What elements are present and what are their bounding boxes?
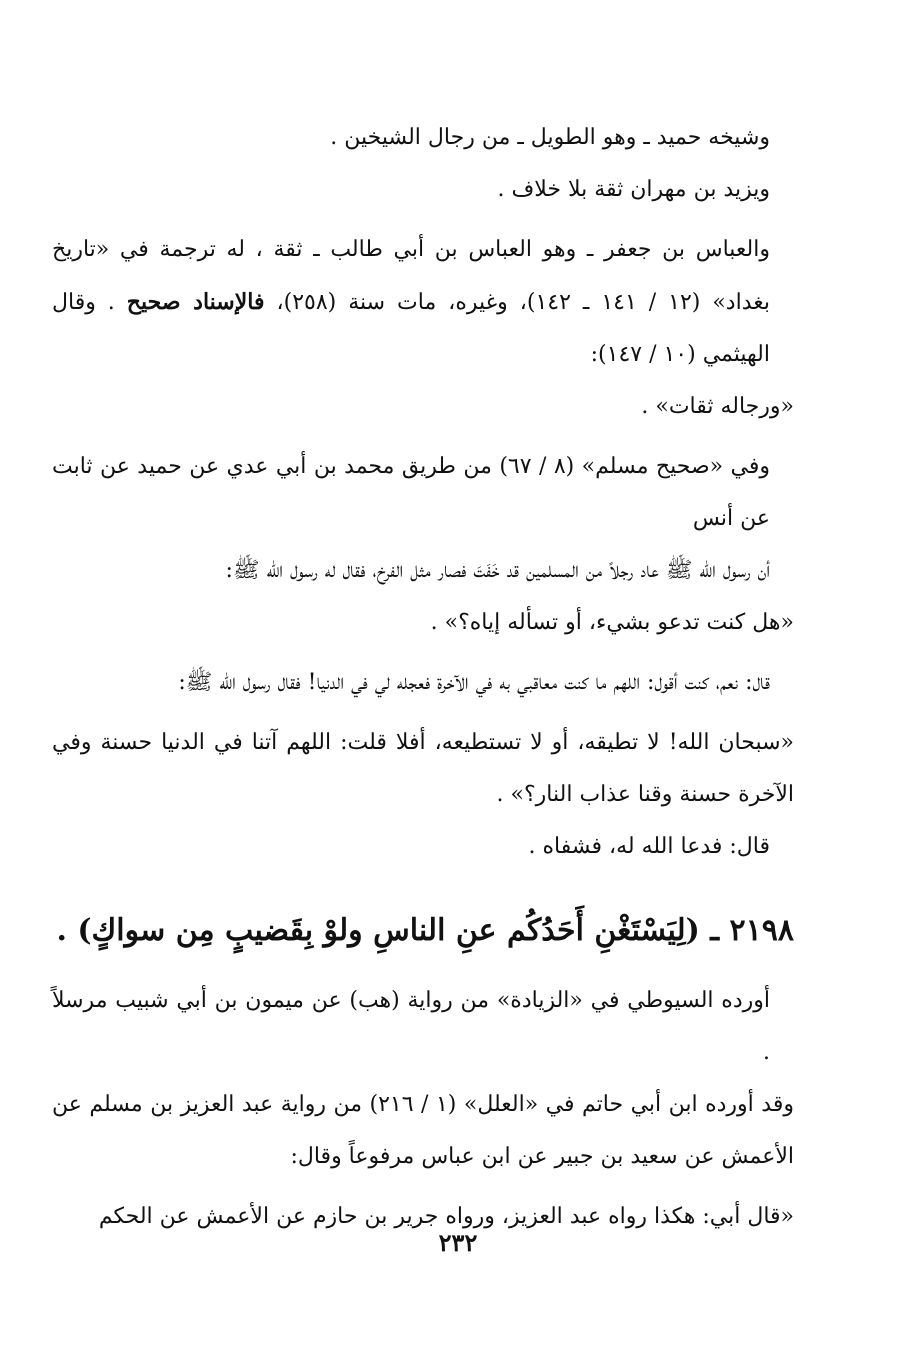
page-number: ٢٣٢ xyxy=(438,1228,478,1257)
paragraph-man-reply: قال: نعم، كنت أقول: اللهم ما كنت معاقبي به في الآخرة فعجله لي في الدنيا! فقال رسول الله ﷺ: xyxy=(178,670,770,695)
quote-prophet-answer: «سبحان الله! لا تطيقه، أو لا تستطيعه، أفلا قلت: اللهم آتنا في الدنيا حسنة وفي الآخرة حسنة وقنا عذاب النار؟» . xyxy=(52,730,794,807)
paragraph-yazid: ويزيد بن مهران ثقة بلا خلاف . xyxy=(497,177,770,202)
hadith-heading-2198: ٢١٩٨ ـ (لِيَسْتَغْنِ أَحَدُكُم عنِ الناسِ ولوْ بِقَضيبٍ مِن سواكٍ) . xyxy=(56,913,794,948)
quote-abu-hatim: «قال أبي: هكذا رواه عبد العزيز، ورواه جرير بن حازم عن الأعمش عن الحكم xyxy=(98,1204,794,1229)
paragraph-abbas-text: والعباس بن جعفر ـ وهو العباس بن أبي طالب ـ ثقة ، له ترجمة في «تاريخ بغداد» (١٢ / ١٤١ ـ ١٤٢)، وغيره، مات سنة (٢٥٨)، xyxy=(52,237,770,315)
paragraph-narrator-humaid: وشيخه حميد ـ وهو الطويل ـ من رجال الشيخين . xyxy=(330,125,770,150)
quote-hadith-question: «هل كنت تدعو بشيء، أو تسأله إياه؟» . xyxy=(430,610,794,635)
paragraph-suyuti: أورده السيوطي في «الزيادة» من رواية (هب) عن ميمون بن أبي شبيب مرسلاً . xyxy=(52,988,770,1065)
isnad-sahih-verdict: فالإسناد صحيح xyxy=(126,289,265,315)
paragraph-abbas-tail: . وقال الهيثمي (١٠ / ١٤٧): xyxy=(52,290,770,367)
paragraph-ibn-abi-hatim: وقد أورده ابن أبي حاتم في «العلل» (١ / ٢١٦) من رواية عبد العزيز بن مسلم عن الأعمش عن سعيد بن جبير عن ابن عباس مرفوعاً وقال: xyxy=(52,1092,794,1169)
paragraph-abbas xyxy=(52,224,794,381)
quote-haythami: «ورجاله ثقات» . xyxy=(641,394,794,419)
paragraph-sahih-muslim: وفي «صحيح مسلم» (٨ / ٦٧) من طريق محمد بن أبي عدي عن حميد عن ثابت عن أنس xyxy=(52,454,770,531)
paragraph-healing: قال: فدعا الله له، فشفاه . xyxy=(528,834,770,859)
paragraph-hadith-text: أن رسول الله ﷺ عاد رجلاً من المسلمين قد خَفَتَ فصار مثل الفرخ، فقال له رسول الله ﷺ: xyxy=(225,558,770,583)
